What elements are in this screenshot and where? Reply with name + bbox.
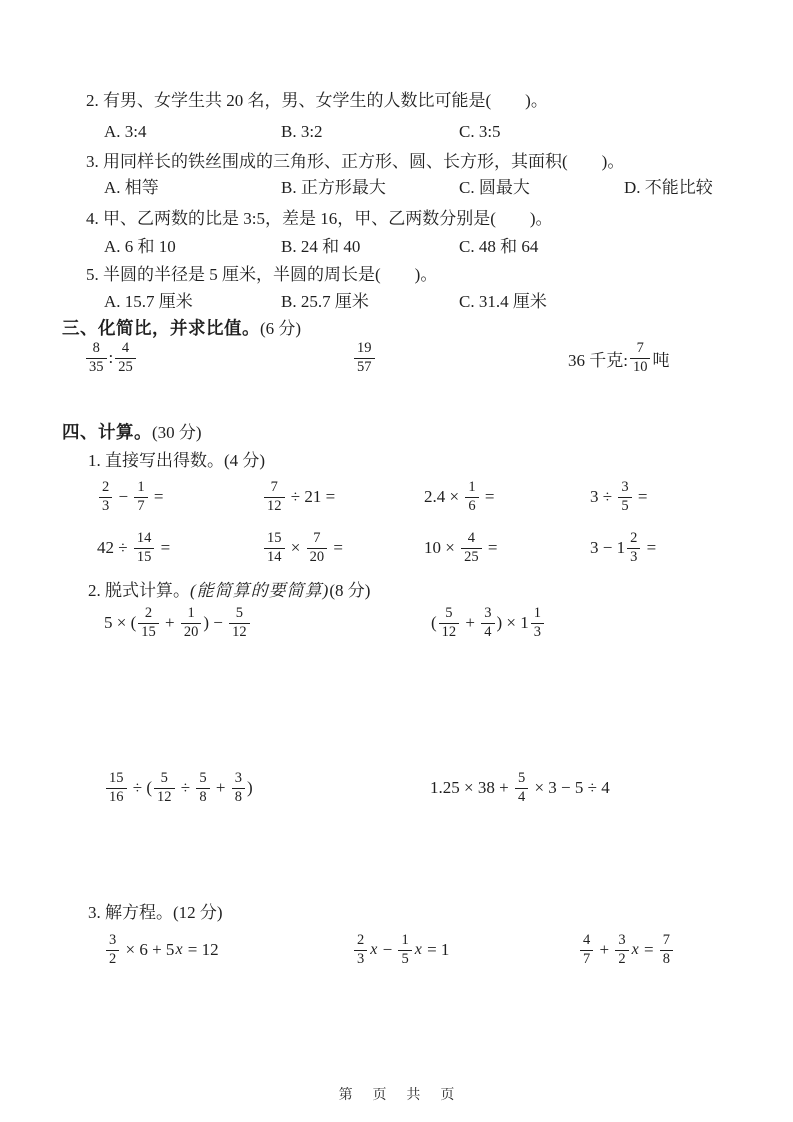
calc-item-8 [590,528,656,568]
sub1-score: (4 分) [224,451,266,470]
option-b: B. 正方形最大 [281,178,386,197]
math-text: × 6 + 5 [121,940,175,959]
option-a: A. 相等 [104,178,159,197]
question-2-text: 2. 有男、女学生共 20 名，男、女学生的人数比可能是( )。 [86,91,548,110]
fraction [264,531,285,564]
math-text: 3 ÷ [590,487,617,506]
fraction-numerator: 5 [199,770,207,787]
question-5-options [0,291,793,313]
fraction-denominator: 4 [515,788,528,805]
fraction-numerator: 5 [517,770,526,787]
math-text: × [286,538,305,557]
fraction [354,341,375,374]
fraction-numerator: 3 [234,770,242,787]
fraction-numerator: 5 [235,605,243,622]
equation-item-3 [578,930,675,970]
math-text: = [329,538,343,557]
fraction [134,531,155,564]
section-4-heading [62,421,202,444]
calc-item-7 [424,528,497,568]
sub2-note: (能简算的要简算) [190,581,330,600]
fraction [660,933,673,966]
fraction-numerator: 1 [187,605,195,622]
sub3-label-text: 3. 解方程。 [88,903,173,922]
math-text: ) × 1 [496,613,529,632]
sub2-label-text: 2. 脱式计算。 [88,581,190,600]
math-text: ) − [203,613,228,632]
fraction [181,606,202,639]
fraction [354,933,367,966]
fraction [461,531,482,564]
fraction-numerator: 7 [636,340,644,357]
equation-item-1 [104,930,219,970]
fraction [264,480,285,513]
fraction-denominator: 15 [138,623,159,640]
fraction-numerator: 4 [467,530,475,547]
calc-item-2 [262,477,335,517]
question-5-text: 5. 半圆的半径是 5 厘米，半圆的周长是( )。 [86,265,438,284]
fraction-numerator: 2 [102,479,110,496]
question-3-options [0,177,793,199]
fraction [86,341,107,374]
fraction-denominator: 3 [99,497,112,514]
option-c: C. 3:5 [459,122,501,141]
fraction-numerator: 3 [621,479,629,496]
fraction-denominator: 7 [134,497,147,514]
fraction-numerator: 7 [270,479,278,496]
fraction-numerator: 3 [484,605,492,622]
fraction-denominator: 5 [398,950,411,967]
math-text: = [149,487,164,506]
calc-item-4 [590,477,647,517]
section-3-score: (6 分) [260,319,302,338]
fraction-denominator: 16 [106,788,127,805]
math-text: + [160,613,179,632]
fraction-denominator: 20 [181,623,202,640]
math-text: 5 × ( [104,613,137,632]
math-text: + [595,940,614,959]
sub3-score: (12 分) [173,903,223,922]
fraction [106,933,119,966]
math-text: + [211,778,230,797]
fraction-numerator: 4 [121,340,130,357]
math-text: − [378,940,397,959]
fraction-numerator: 14 [136,530,152,547]
question-2-options [0,121,793,143]
ratio-item-3 [568,338,669,378]
math-text: 36 千克: [568,350,628,370]
option-b: B. 24 和 40 [281,237,361,256]
math-text: ÷ 21 = [286,487,336,506]
fraction-denominator: 20 [307,548,328,565]
fraction-denominator: 8 [232,788,245,805]
math-text: : [108,348,114,367]
fraction-numerator: 2 [144,605,153,622]
math-text: 3 − 1 [590,538,626,557]
fraction [134,480,147,513]
fraction [398,933,411,966]
offform-item-4 [430,768,610,808]
option-b: B. 3:2 [281,122,323,141]
calc-item-5 [97,528,170,568]
fraction [232,771,245,804]
fraction [580,933,593,966]
fraction-denominator: 12 [439,623,460,640]
fraction-numerator: 1 [137,479,145,496]
fraction-denominator: 57 [354,358,375,375]
question-4-text: 4. 甲、乙两数的比是 3:5，差是 16，甲、乙两数分别是( )。 [86,209,553,228]
math-text: = [480,487,495,506]
fraction-denominator: 15 [134,548,155,565]
fraction-denominator: 7 [580,950,593,967]
fraction [154,771,175,804]
fraction-numerator: 5 [445,605,453,622]
math-text: = [156,538,171,557]
fraction [138,606,159,639]
fraction [515,771,528,804]
fraction-denominator: 35 [86,358,107,375]
fraction-numerator: 1 [468,479,476,496]
fraction [627,531,640,564]
fraction-denominator: 12 [264,497,285,514]
option-c: C. 圆最大 [459,178,530,197]
option-c: C. 48 和 64 [459,237,539,256]
fraction-numerator: 15 [267,530,282,547]
variable: x [370,941,378,958]
sub1-label [88,450,265,472]
math-text: = [642,538,657,557]
math-text: × 3 − 5 ÷ 4 [530,778,610,797]
fraction-numerator: 8 [92,340,100,357]
fraction-numerator: 4 [583,932,591,949]
fraction-numerator: 1 [401,932,409,949]
fraction-numerator: 2 [630,530,638,547]
ratio-item-1 [84,338,138,378]
ratio-item-2 [352,338,377,378]
sub1-label-text: 1. 直接写出得数。 [88,451,224,470]
fraction-denominator: 12 [229,623,250,640]
math-text: = 1 [422,940,450,959]
fraction-denominator: 4 [481,623,494,640]
fraction [481,606,494,639]
equation-item-2 [352,930,449,970]
fraction-denominator: 14 [264,548,285,565]
fraction-denominator: 2 [106,950,119,967]
math-text: − [114,487,133,506]
variable: x [175,941,183,958]
sub3-label [88,902,223,924]
math-text: 10 × [424,538,460,557]
math-text: 1.25 × 38 + [430,778,513,797]
fraction-numerator: 7 [662,932,671,949]
fraction-denominator: 6 [465,497,478,514]
section-4-score: (30 分) [152,423,202,442]
fraction-denominator: 10 [630,358,651,375]
question-4-options [0,236,793,258]
fraction-denominator: 3 [354,950,367,967]
sub2-score: (8 分) [329,581,371,600]
fraction-denominator: 3 [531,623,544,640]
fraction-denominator: 3 [627,548,640,565]
page-footer: 第 页 共 页 [338,1086,455,1102]
fraction-numerator: 5 [160,770,168,787]
section-3-heading [62,317,301,340]
math-text: = [483,538,498,557]
fraction-numerator: 15 [109,770,124,787]
fraction-denominator: 12 [154,788,175,805]
option-d: D. 不能比较 [624,178,713,197]
fraction-denominator: 8 [660,950,673,967]
fraction-denominator: 25 [461,548,482,565]
section-3-heading-text: 三、化简比，并求比值。 [62,318,260,338]
calc-item-6 [262,528,343,568]
variable: x [631,941,639,958]
math-text: = [633,487,648,506]
sub2-label [88,580,370,602]
section-4-heading-text: 四、计算。 [62,422,152,442]
math-text: = [639,940,658,959]
offform-item-2 [431,603,546,643]
fraction [618,480,631,513]
fraction [196,771,209,804]
fraction-denominator: 8 [196,788,209,805]
fraction-denominator: 2 [615,950,628,967]
math-text: 2.4 × [424,487,464,506]
fraction [630,341,651,374]
fraction [465,480,478,513]
fraction-denominator: 5 [618,497,631,514]
math-text: 吨 [652,350,670,370]
variable: x [414,941,422,958]
fraction [439,606,460,639]
fraction-numerator: 7 [313,530,321,547]
option-a: A. 3:4 [104,122,147,141]
fraction [307,531,328,564]
fraction-numerator: 1 [533,605,542,622]
math-text: = 12 [183,940,219,959]
fraction [229,606,250,639]
fraction [106,771,127,804]
fraction-numerator: 2 [357,932,365,949]
fraction-numerator: 3 [109,932,117,949]
offform-item-3 [104,768,253,808]
math-text: ÷ [176,778,195,797]
math-text: + [461,613,480,632]
fraction [99,480,112,513]
math-text: ) [246,778,253,797]
calc-item-3 [424,477,494,517]
question-3-text: 3. 用同样长的铁丝围成的三角形、正方形、圆、长方形，其面积( )。 [86,152,625,171]
option-c: C. 31.4 厘米 [459,292,547,311]
fraction-numerator: 3 [618,932,626,949]
option-a: A. 6 和 10 [104,237,176,256]
math-text: ( [431,613,437,632]
fraction-numerator: 19 [357,340,372,357]
fraction [115,341,136,374]
fraction-denominator: 25 [115,358,136,375]
option-b: B. 25.7 厘米 [281,292,369,311]
option-a: A. 15.7 厘米 [104,292,193,311]
math-text: ÷ ( [128,778,152,797]
offform-item-1 [104,603,252,643]
math-text: 42 ÷ [97,538,132,557]
calc-item-1 [97,477,163,517]
fraction [615,933,628,966]
fraction [531,606,544,639]
